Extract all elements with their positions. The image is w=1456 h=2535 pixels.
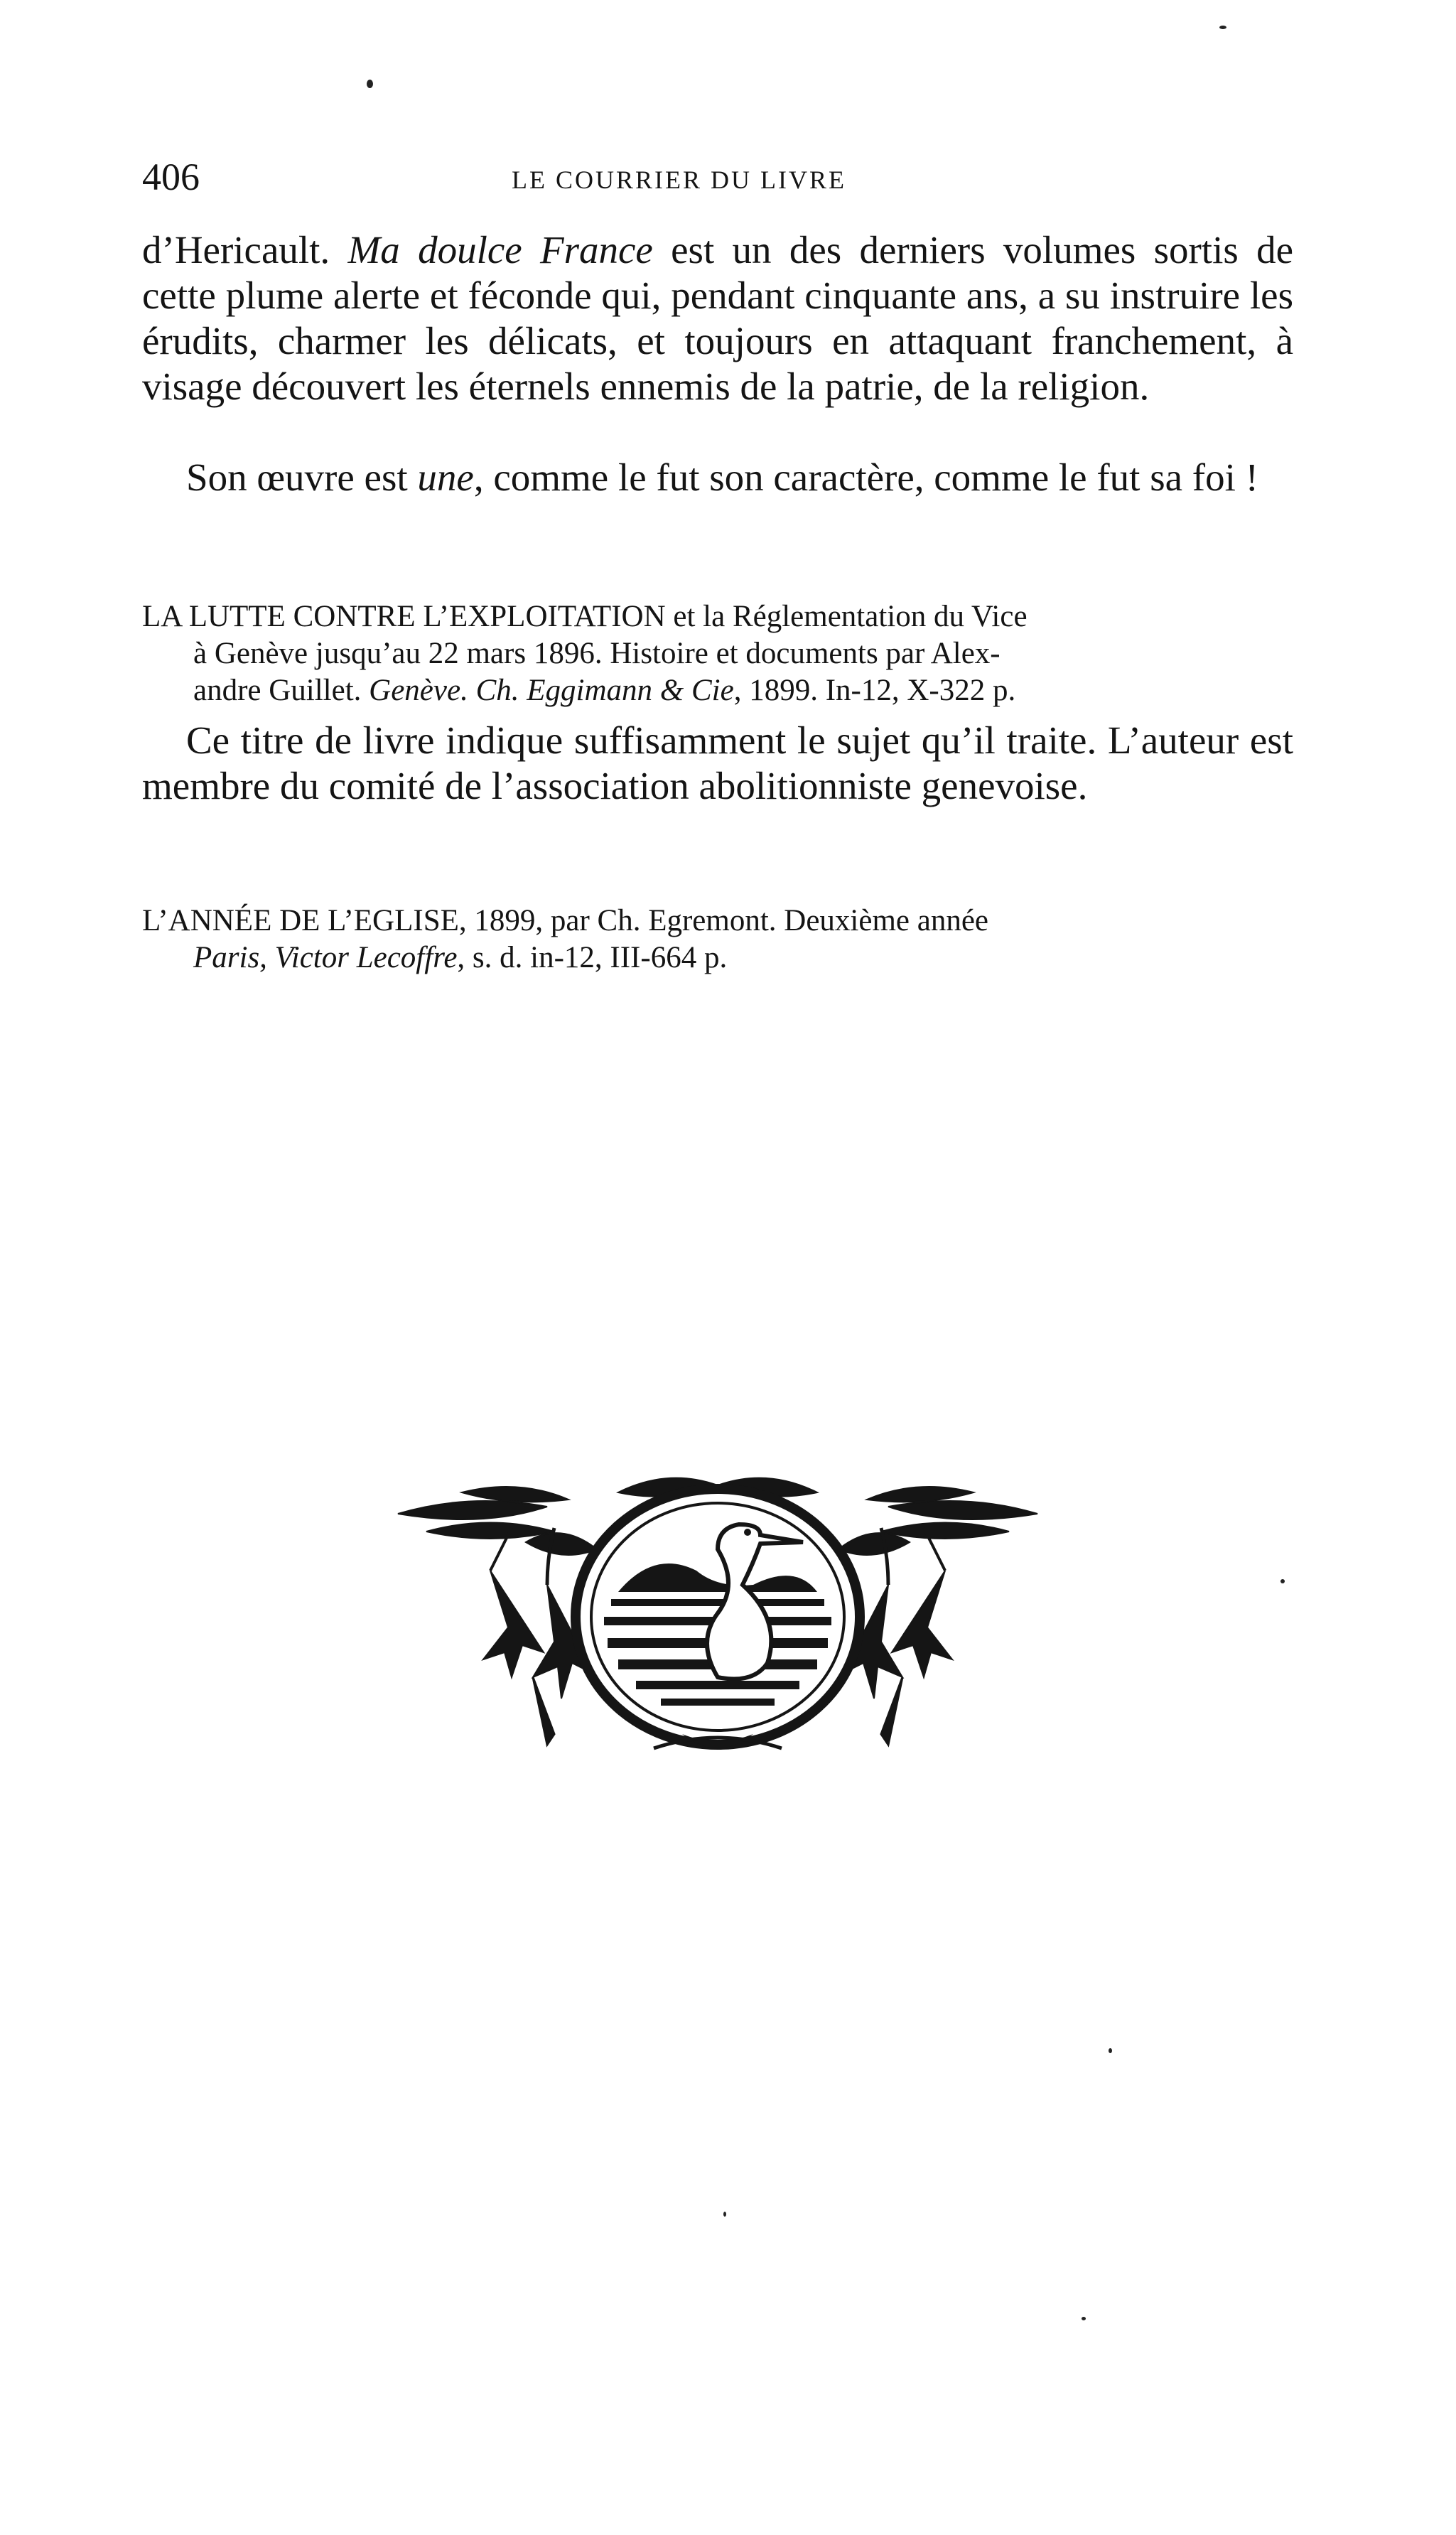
book-title-italic: Ma doulce France [347,228,653,271]
page-header [142,155,1293,205]
paragraph-text: Son œuvre est [186,456,418,499]
entry-text: et la Réglementation du Vice [665,600,1028,633]
entry-place-italic: Genève. Ch. Eggimann & Cie [369,674,734,707]
heron-vignette-icon [384,1464,1052,1762]
ink-speck [367,80,373,88]
paragraph-text: , comme le fut son caractère, comme le fut sa foi ! [473,456,1258,499]
running-title: LE COURRIER DU LIVRE [512,166,846,194]
paragraph-ce-titre: Ce titre de livre indique suffisamment le sujet qu’il traite. L’auteur est membre du comité de l’association abolitionniste genevoise. [142,718,1293,807]
bibliography-entry-lutte [142,598,1293,709]
entry-text: , s. d. in-12, III-664 p. [457,941,728,974]
paragraph-son-oeuvre [142,455,1293,500]
bibliography-entry-annee-eglise [142,903,1293,976]
page-number: 406 [142,156,200,198]
ink-speck [1082,2317,1086,2320]
ink-speck [1219,26,1226,29]
entry-text: à Genève jusqu’au 22 mars 1896. Histoire et documents par Alex- [193,637,1001,670]
paragraph-text: est un des derniers volumes sortis de cette plume alerte et féconde qui, pendant cinquante ans, a su instruire les érudits, charmer les délicats, et toujours en attaquant franchement, à visage découvert les éternels ennemis de la patrie, de la religion. [142,228,1293,408]
entry-publisher-italic: Paris, Victor Lecoffre [193,941,458,974]
entry-text: , 1899. In-12, X-322 p. [733,674,1016,707]
entry-continuation [142,635,1293,709]
emphasis-italic: une [417,456,474,499]
ink-speck [723,2212,726,2217]
ink-speck [1109,2048,1112,2053]
paragraph-ma-doulce-france [142,227,1293,409]
entry-text: , 1899, par Ch. Egremont. Deuxième année [458,904,988,937]
entry-title: LA LUTTE CONTRE L’EXPLOITATION [142,600,666,633]
entry-title: L’ANNÉE DE L’EGLISE [142,904,459,937]
entry-text: andre Guillet. [193,674,370,707]
ink-speck [1280,1579,1285,1583]
entry-continuation [142,940,1293,976]
paragraph-text: d’Hericault. [142,228,348,271]
